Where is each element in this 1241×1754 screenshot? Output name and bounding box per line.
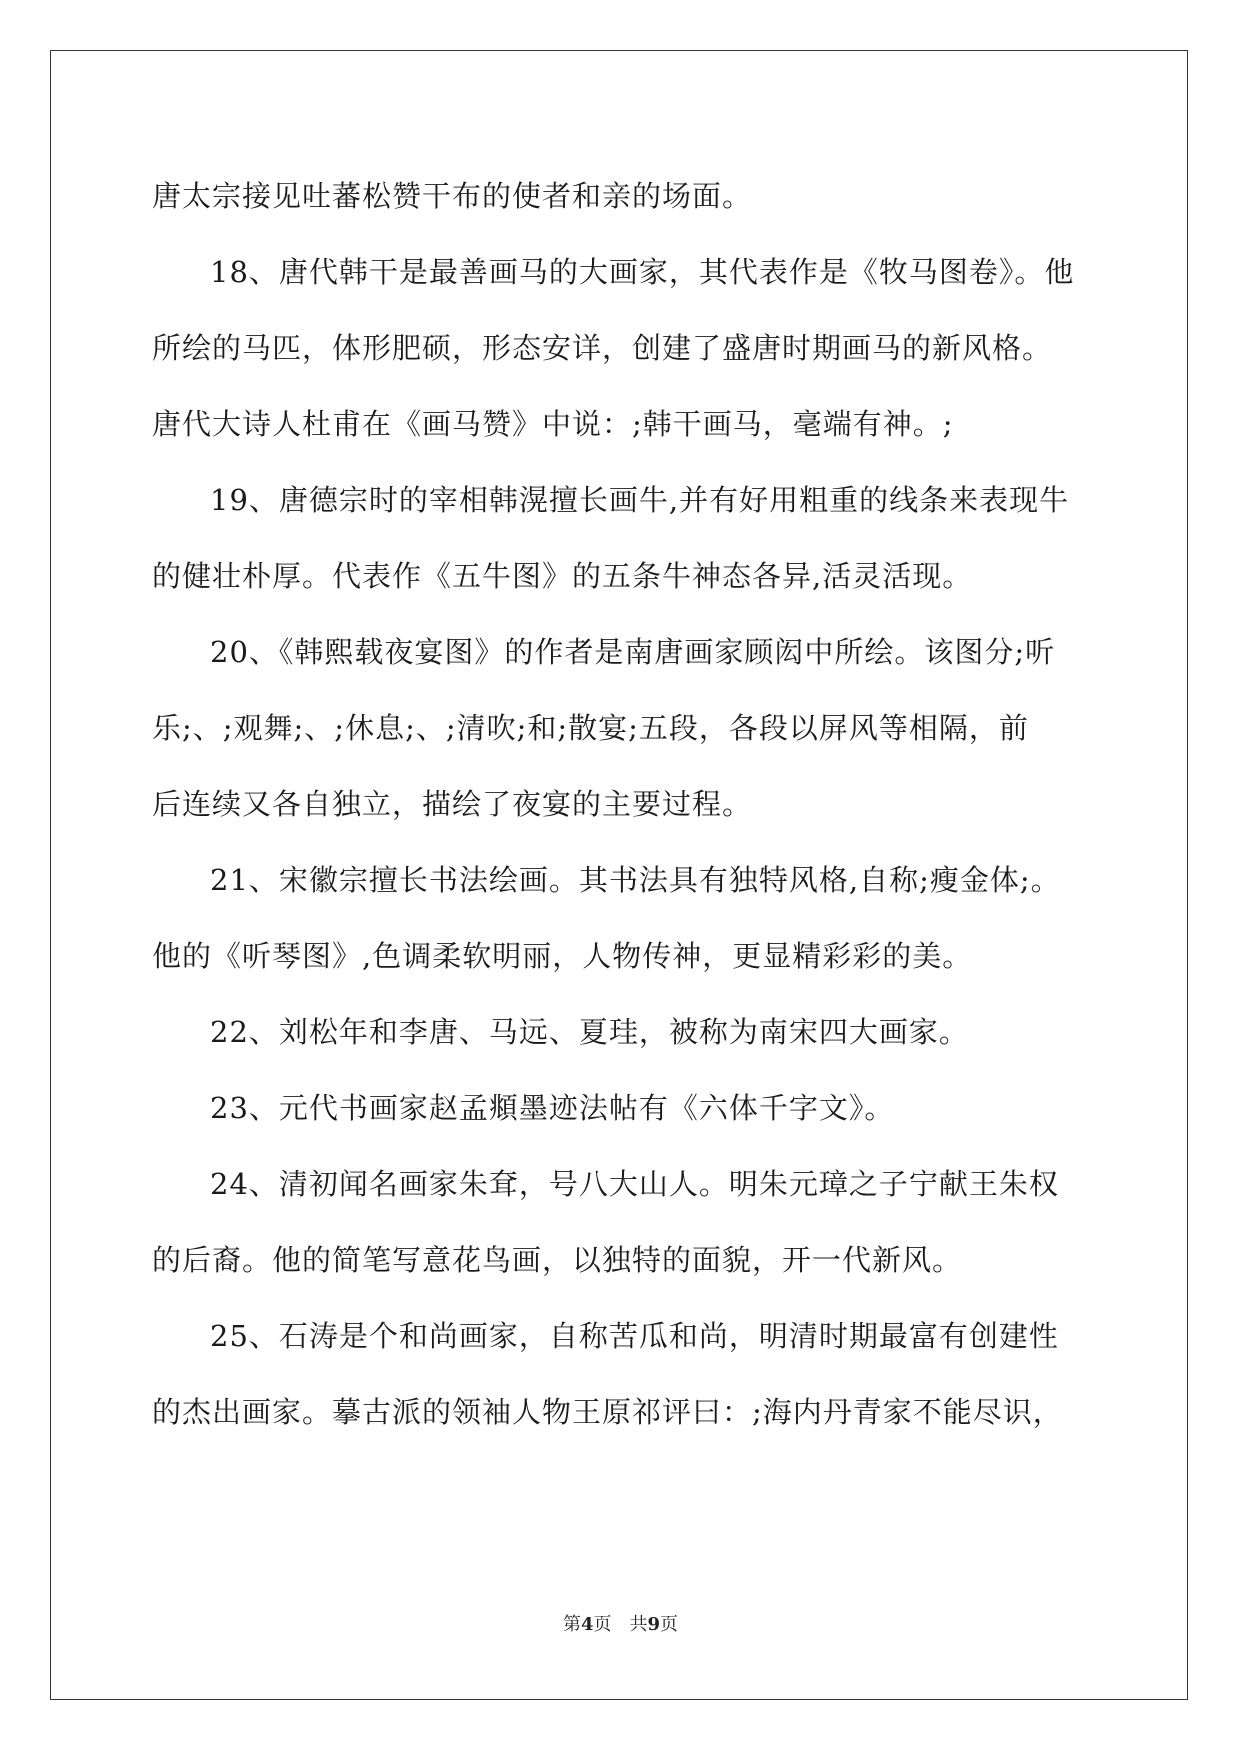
- text-line: 他的《听琴图》,色调柔软明丽，人物传神，更显精彩彩的美。: [152, 939, 973, 973]
- document-body: [152, 158, 1092, 1450]
- text-line: 24、清初闻名画家朱耷，号八大山人。明朱元璋之子宁献王朱权: [210, 1167, 1059, 1201]
- text-line: 唐太宗接见吐蕃松赞干布的使者和亲的场面。: [152, 179, 753, 213]
- text-line: 21、宋徽宗擅长书法绘画。其书法具有独特风格,自称;瘦金体;。: [210, 863, 1061, 897]
- total-pages: 9: [647, 1614, 661, 1635]
- footer-page-suffix: 页: [593, 1614, 612, 1635]
- text-line: 25、石涛是个和尚画家，自称苦瓜和尚，明清时期最富有创建性: [210, 1319, 1059, 1353]
- text-line: 的健壮朴厚。代表作《五牛图》的五条牛神态各异,活灵活现。: [152, 559, 973, 593]
- page-number: 4: [580, 1614, 594, 1635]
- text-line: 22、刘松年和李唐、马远、夏珪，被称为南宋四大画家。: [210, 1015, 969, 1049]
- page-footer: [0, 1610, 1241, 1636]
- text-line: 的后裔。他的简笔写意花鸟画，以独特的面貌，开一代新风。: [152, 1243, 963, 1277]
- text-line: 20、《韩熙载夜宴图》的作者是南唐画家顾闳中所绘。该图分;听: [210, 635, 1056, 669]
- text-line: 乐;、;观舞;、;休息;、;清吹;和;散宴;五段，各段以屏风等相隔，前: [152, 711, 1029, 745]
- text-line: 23、元代书画家赵孟頫墨迹法帖有《六体千字文》。: [210, 1091, 895, 1125]
- text-line: 唐代大诗人杜甫在《画马赞》中说：;韩干画马，毫端有神。;: [152, 407, 954, 441]
- text-line: 18、唐代韩干是最善画马的大画家，其代表作是《牧马图卷》。他: [210, 255, 1075, 289]
- footer-total-suffix: 页: [660, 1614, 679, 1635]
- text-line: 所绘的马匹，体形肥硕，形态安详，创建了盛唐时期画马的新风格。: [152, 331, 1053, 365]
- footer-total-prefix: 共: [629, 1614, 648, 1635]
- text-line: 19、唐德宗时的宰相韩滉擅长画牛,并有好用粗重的线条来表现牛: [210, 483, 1070, 517]
- text-line: 的杰出画家。摹古派的领袖人物王原祁评曰：;海内丹青家不能尽识，: [152, 1395, 1063, 1429]
- text-line: 后连续又各自独立，描绘了夜宴的主要过程。: [152, 787, 753, 821]
- footer-prefix: 第: [562, 1614, 581, 1635]
